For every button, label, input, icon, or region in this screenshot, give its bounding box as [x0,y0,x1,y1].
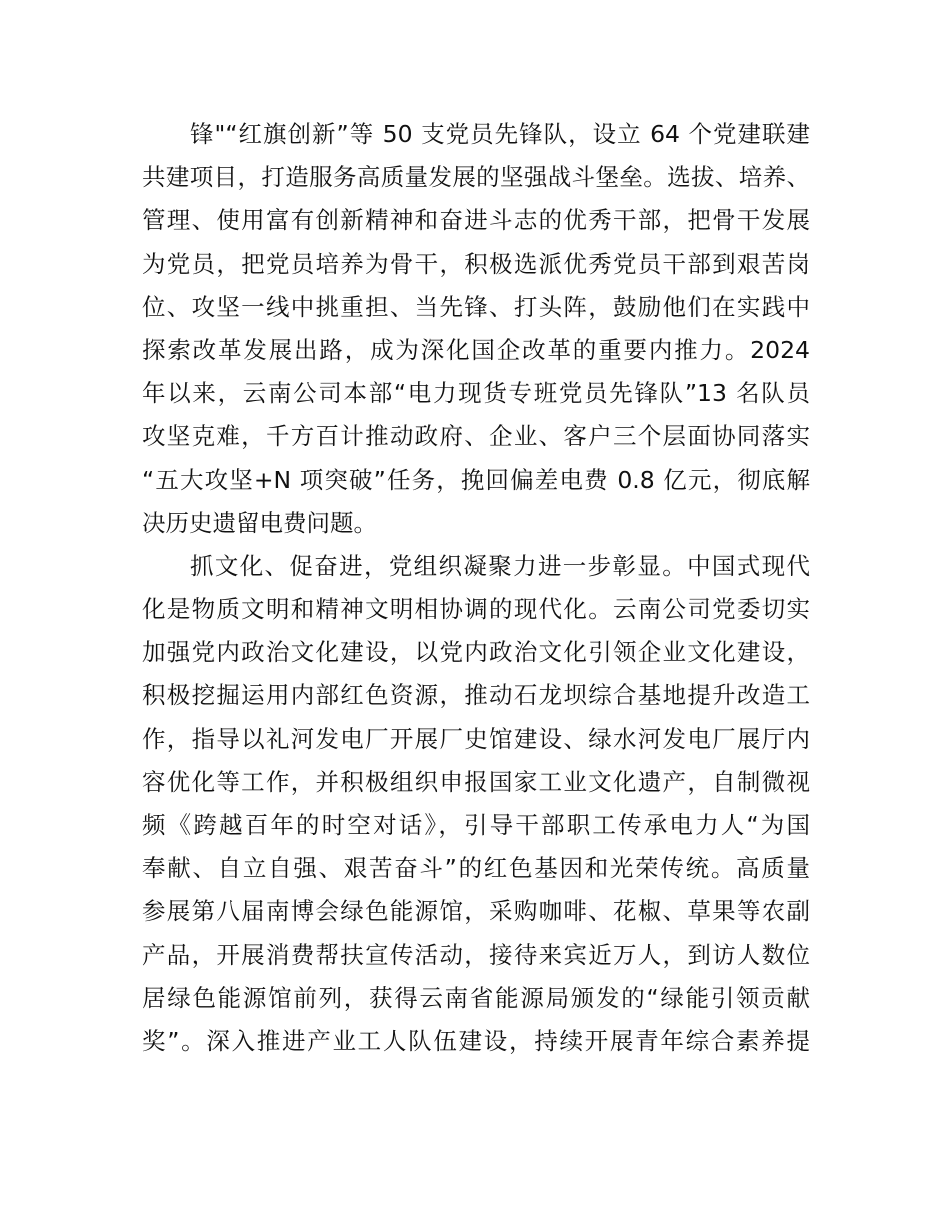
text-line: 参展第八届南博会绿色能源馆，采购咖啡、花椒、草果等农副 [142,897,810,926]
document-page [142,113,810,1063]
text-line: 作，指导以礼河发电厂开展厂史馆建设、绿水河发电厂展厅内 [142,724,810,753]
text-line: 共建项目，打造服务高质量发展的坚强战斗堡垒。选拔、培养、 [142,163,810,192]
text-line: 化是物质文明和精神文明相协调的现代化。云南公司党委切实 [142,595,810,624]
text-line: 锋"“红旗创新”等 50 支党员先锋队，设立 64 个党建联建 [190,120,810,148]
text-line: 年以来，云南公司本部“电力现货专班党员先锋队”13 名队员 [142,379,810,408]
text-line: 为党员，把党员培养为骨干，积极选派优秀党员干部到艰苦岗 [142,249,810,278]
text-line: 探索改革发展出路，成为深化国企改革的重要内推力。2024 [142,335,810,364]
text-line: 位、攻坚一线中挑重担、当先锋、打头阵，鼓励他们在实践中 [142,292,810,321]
paragraph-1 [142,113,810,545]
text-line: 积极挖掘运用内部红色资源，推动石龙坝综合基地提升改造工 [142,681,810,710]
text-line: 奉献、自立自强、艰苦奋斗”的红色基因和光荣传统。高质量 [142,854,810,883]
text-line: 决历史遗留电费问题。 [142,508,377,537]
text-line: 抓文化、促奋进，党组织凝聚力进一步彰显。中国式现代 [190,551,810,580]
text-line: 攻坚克难，千方百计推动政府、企业、客户三个层面协同落实 [142,422,810,451]
text-line: 频《跨越百年的时空对话》，引导干部职工传承电力人“为国 [142,811,810,839]
text-line: 居绿色能源馆前列，获得云南省能源局颁发的“绿能引领贡献 [142,983,810,1012]
text-line: “五大攻坚+N 项突破”任务，挽回偏差电费 0.8 亿元，彻底解 [142,465,810,494]
text-line: 产品，开展消费帮扶宣传活动，接待来宾近万人，到访人数位 [142,940,810,969]
text-line: 容优化等工作，并积极组织申报国家工业文化遗产，自制微视 [142,767,810,796]
text-line: 加强党内政治文化建设，以党内政治文化引领企业文化建设， [142,638,810,667]
text-line: 奖”。深入推进产业工人队伍建设，持续开展青年综合素养提 [142,1026,810,1055]
paragraph-2 [142,545,810,1063]
text-line: 管理、使用富有创新精神和奋进斗志的优秀干部，把骨干发展 [142,206,810,235]
